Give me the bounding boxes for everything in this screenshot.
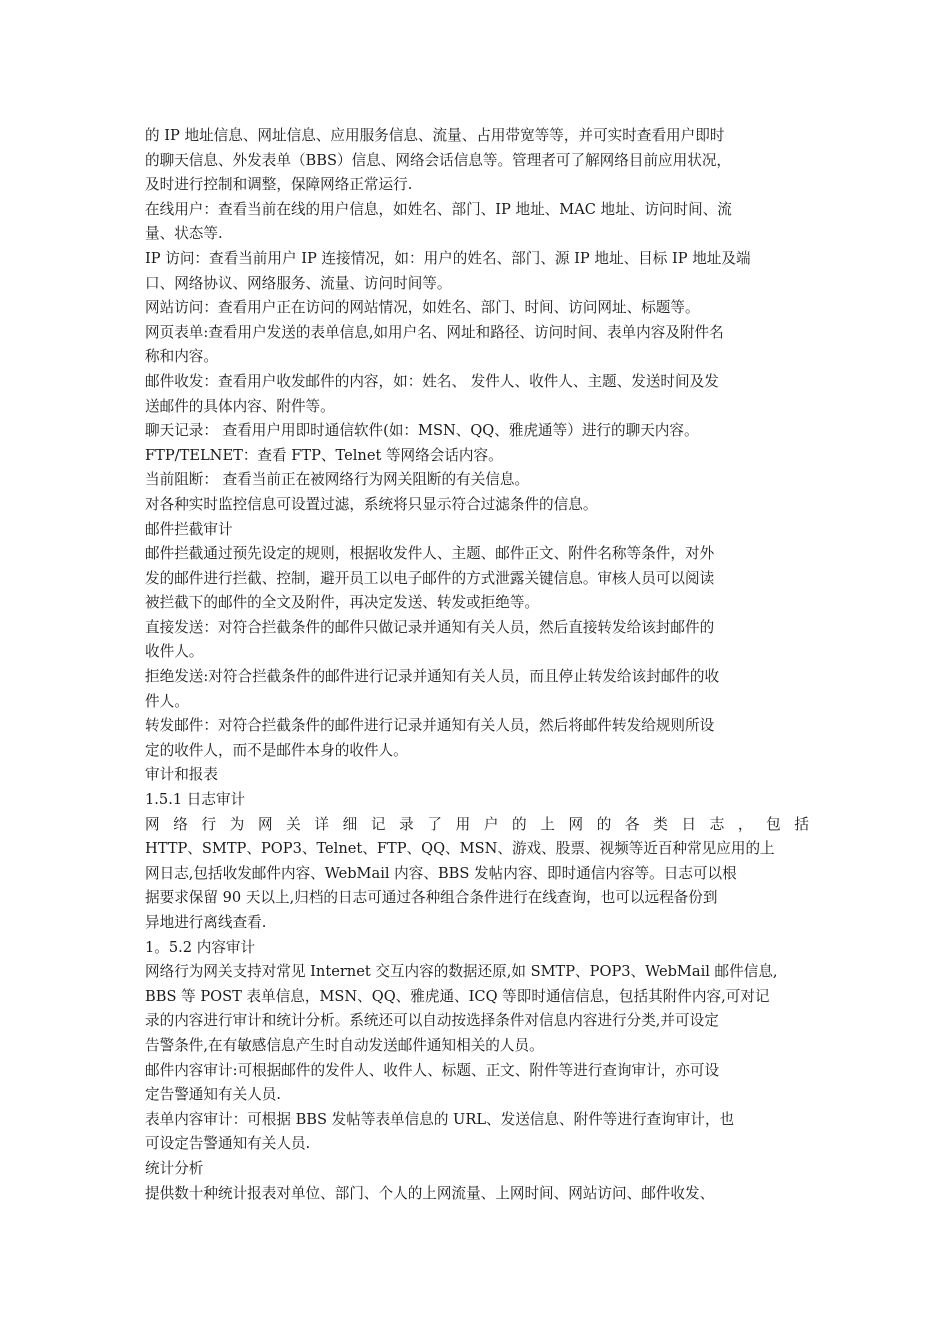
paragraph-line: 录的内容进行审计和统计分析。系统还可以自动按选择条件对信息内容进行分类,并可设定 <box>145 1012 719 1030</box>
paragraph-line: BBS 等 POST 表单信息，MSN、QQ、雅虎通、ICQ 等即时通信信息，包括其附件内容,可对记 <box>145 987 770 1005</box>
paragraph-line: 邮件内容审计:可根据邮件的发件人、收件人、标题、正文、附件等进行查询审计，亦可设 <box>145 1061 720 1079</box>
paragraph-line: 可设定告警通知有关人员. <box>145 1135 311 1153</box>
paragraph-line: 网日志,包括收发邮件内容、WebMail 内容、BBS 发帖内容、即时通信内容等。日志可以根 <box>145 864 737 882</box>
paragraph-line: HTTP、SMTP、POP3、Telnet、FTP、QQ、MSN、游戏、股票、视频等近百种常见应用的上 <box>145 840 775 858</box>
paragraph-line: 直接发送：对符合拦截条件的邮件只做记录并通知有关人员，然后直接转发给该封邮件的 <box>145 618 715 636</box>
spread-char: 网 <box>145 815 160 833</box>
spread-char: 户 <box>483 815 499 833</box>
paragraph-line: 网页表单:查看用户发送的表单信息,如用户名、网址和路径、访问时间、表单内容及附件名 <box>145 323 724 341</box>
paragraph-line: 告警条件,在有敏感信息产生时自动发送邮件通知相关的人员。 <box>145 1036 544 1054</box>
spread-char: 了 <box>427 815 442 833</box>
paragraph-line: 1。5.2 内容审计 <box>145 938 256 956</box>
paragraph-line: 及时进行控制和调整，保障网络正常运行. <box>145 176 413 194</box>
paragraph-line: 表单内容审计：可根据 BBS 发帖等表单信息的 URL、发送信息、附件等进行查询审计，也 <box>145 1110 735 1128</box>
paragraph-line: IP 访问：查看当前用户 IP 连接情况，如：用户的姓名、部门、源 IP 地址、目标 IP 地址及端 <box>145 249 751 267</box>
spread-char: 志 <box>709 815 725 833</box>
spread-char: 的 <box>512 815 527 833</box>
spread-char: 类 <box>653 815 668 833</box>
paragraph-line: 称和内容。 <box>145 348 218 366</box>
spread-char: 括 <box>794 815 809 833</box>
spread-char: 录 <box>399 815 414 833</box>
paragraph-line: 被拦截下的邮件的全文及附件，再决定发送、转发或拒绝等。 <box>145 594 540 612</box>
paragraph-line: 异地进行离线查看. <box>145 914 267 931</box>
paragraph-line: 网络行为网关支持对常见 Internet 交互内容的数据还原,如 SMTP、POP3、WebMail 邮件信息, <box>145 963 778 981</box>
spread-char: ， <box>737 815 753 833</box>
paragraph-line: 邮件收发：查看用户收发邮件的内容，如：姓名、 发件人、收件人、主题、发送时间及发 <box>145 372 719 390</box>
spread-char: 包 <box>766 815 781 833</box>
spread-char: 细 <box>342 815 358 833</box>
paragraph-line: 聊天记录： 查看用户用即时通信软件(如：MSN、QQ、雅虎通等）进行的聊天内容。 <box>145 422 699 440</box>
spread-char: 日 <box>681 815 697 833</box>
paragraph-line: 量、状态等. <box>145 225 223 243</box>
paragraph-line: 件人。 <box>145 692 189 710</box>
paragraph-line: FTP/TELNET：查看 FTP、Telnet 等网络会话内容。 <box>145 446 503 464</box>
spread-char: 络 <box>173 815 188 833</box>
spread-char: 网 <box>568 815 584 833</box>
paragraph-line: 统计分析 <box>145 1159 204 1177</box>
paragraph-line: 转发邮件：对符合拦截条件的邮件进行记录并通知有关人员，然后将邮件转发给规则所设 <box>145 717 715 735</box>
paragraph-line: 提供数十种统计报表对单位、部门、个人的上网流量、上网时间、网站访问、邮件收发、 <box>145 1184 715 1202</box>
spread-char: 各 <box>624 815 640 833</box>
paragraph-line: 的聊天信息、外发表单（BBS）信息、网络会话信息等。管理者可了解网络目前应用状况， <box>145 151 732 169</box>
paragraph-line: 的 IP 地址信息、网址信息、应用服务信息、流量、占用带宽等等，并可实时查看用户即时 <box>145 127 725 144</box>
spread-char: 关 <box>286 815 301 833</box>
paragraph-line: 收件人。 <box>145 643 204 661</box>
paragraph-line-spread <box>145 813 809 838</box>
paragraph-line: 邮件拦截通过预先设定的规则，根据收发件人、主题、邮件正文、附件名称等条件，对外 <box>145 545 715 563</box>
paragraph-line: 定告警通知有关人员. <box>145 1086 281 1104</box>
paragraph-line: 邮件拦截审计 <box>145 520 233 538</box>
paragraph-line: 对各种实时监控信息可设置过滤，系统将只显示符合过滤条件的信息。 <box>145 495 598 513</box>
spread-char: 用 <box>455 815 471 833</box>
paragraph-line: 发的邮件进行拦截、控制，避开员工以电子邮件的方式泄露关键信息。审核人员可以阅读 <box>145 569 715 587</box>
paragraph-line: 网站访问：查看用户正在访问的网站情况，如姓名、部门、时间、访问网址、标题等。 <box>145 299 700 317</box>
paragraph-line: 拒绝发送:对符合拦截条件的邮件进行记录并通知有关人员，而且停止转发给该封邮件的收 <box>145 668 720 686</box>
spread-char: 详 <box>314 815 330 833</box>
spread-char: 行 <box>201 815 217 833</box>
paragraph-line: 审计和报表 <box>145 766 218 784</box>
paragraph-line: 当前阻断： 查看当前正在被网络行为网关阻断的有关信息。 <box>145 471 530 489</box>
paragraph-line: 送邮件的具体内容、附件等。 <box>145 397 335 415</box>
paragraph-line: 口、网络协议、网络服务、流量、访问时间等。 <box>145 274 452 292</box>
document-body <box>145 124 809 1206</box>
paragraph-line: 定的收件人，而不是邮件本身的收件人。 <box>145 741 408 759</box>
spread-char: 网 <box>257 815 273 833</box>
spread-char: 记 <box>370 815 386 833</box>
paragraph-line: 据要求保留 90 天以上,归档的日志可通过各种组合条件进行在线查询，也可以远程备份到 <box>145 889 718 907</box>
spread-char: 上 <box>540 815 555 833</box>
paragraph-line: 在线用户：查看当前在线的用户信息，如姓名、部门、IP 地址、MAC 地址、访问时间、流 <box>145 200 732 218</box>
spread-char: 为 <box>229 815 245 833</box>
spread-char: 的 <box>596 815 612 833</box>
paragraph-line: 1.5.1 日志审计 <box>145 791 246 809</box>
